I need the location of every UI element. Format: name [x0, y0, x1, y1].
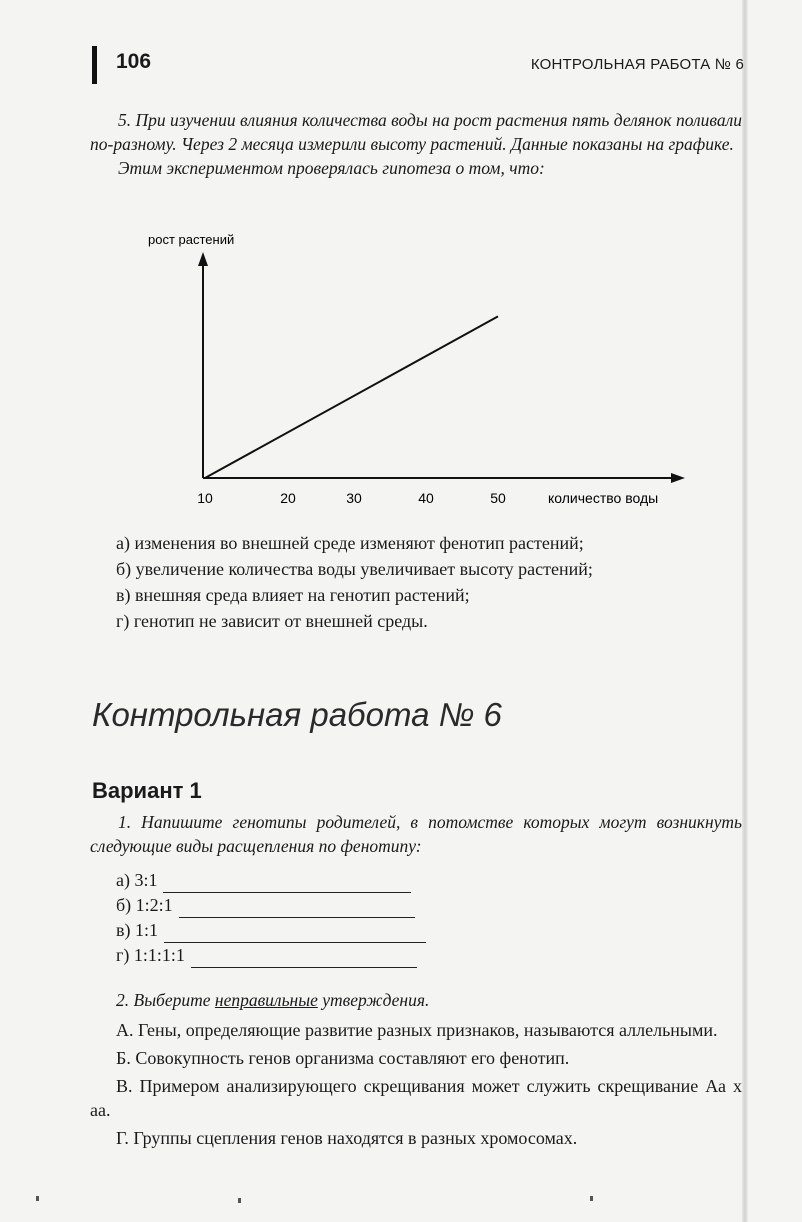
page-bar — [92, 46, 97, 84]
question-5-prompt: Этим экспериментом проверялась гипотеза о том, что: — [118, 158, 545, 178]
item-label: г) 1:1:1:1 — [116, 945, 185, 965]
question-2 — [116, 990, 429, 1011]
list-item — [116, 943, 426, 968]
option-c: в) внешняя среда влияет на генотип растений; — [116, 585, 470, 605]
x-axis-label: количество воды — [548, 490, 659, 506]
scan-mark — [590, 1196, 593, 1201]
question-5-options — [116, 530, 593, 634]
question-5 — [90, 108, 742, 180]
question-2-prefix: 2. Выберите — [116, 990, 215, 1010]
answer-blank[interactable] — [163, 874, 411, 893]
scan-mark — [238, 1198, 241, 1203]
running-title: КОНТРОЛЬНАЯ РАБОТА № 6 — [530, 56, 744, 73]
list-item — [116, 868, 426, 893]
x-tick-label: 30 — [346, 490, 362, 506]
item-label: а) 3:1 — [116, 870, 158, 890]
option-d: г) генотип не зависит от внешней среды. — [116, 611, 428, 631]
variant-title: Вариант 1 — [92, 778, 202, 803]
y-axis-arrow — [198, 252, 208, 266]
page-edge — [742, 0, 748, 1222]
statement-c: В. Примером анализирующего скрещивания может служить скрещивание Аа х аа. — [90, 1076, 742, 1120]
growth-chart — [130, 228, 700, 518]
x-axis-arrow — [671, 473, 685, 483]
list-item — [116, 893, 426, 918]
question-1-text: 1. Напишите генотипы родителей, в потомстве которых могут возникнуть следующие виды расщепления по фенотипу: — [90, 812, 742, 856]
x-tick-label: 10 — [197, 490, 213, 506]
y-axis-label: рост растений — [148, 232, 235, 247]
question-2-statements — [90, 1018, 742, 1154]
statement-b: Б. Совокупность генов организма составляют его фенотип. — [116, 1048, 570, 1068]
option-b: б) увеличение количества воды увеличивает высоту растений; — [116, 559, 593, 579]
question-2-underlined: неправильные — [214, 990, 318, 1010]
answer-blank[interactable] — [191, 949, 417, 968]
answer-blank[interactable] — [164, 924, 426, 943]
statement-d: Г. Группы сцепления генов находятся в разных хромосомах. — [116, 1128, 578, 1148]
x-tick-label: 50 — [490, 490, 506, 506]
question-2-suffix: утверждения. — [317, 990, 430, 1010]
x-tick-label: 20 — [280, 490, 296, 506]
option-a: а) изменения во внешней среде изменяют фенотип растений; — [116, 533, 584, 553]
list-item — [116, 918, 426, 943]
series-line — [205, 316, 498, 478]
page-number: 106 — [116, 50, 152, 73]
question-1-items — [116, 868, 426, 968]
section-title: Контрольная работа № 6 — [92, 696, 502, 733]
question-5-text: 5. При изучении влияния количества воды на рост растения пять делянок поливали по-разному. Через 2 месяца измерили высоту растений. Данные показаны на графике. — [90, 110, 742, 154]
item-label: в) 1:1 — [116, 920, 158, 940]
item-label: б) 1:2:1 — [116, 895, 173, 915]
statement-a: А. Гены, определяющие развитие разных признаков, называются аллельными. — [116, 1020, 718, 1040]
answer-blank[interactable] — [179, 899, 415, 918]
x-tick-label: 40 — [418, 490, 434, 506]
scan-mark — [36, 1196, 39, 1201]
question-1 — [90, 810, 742, 858]
